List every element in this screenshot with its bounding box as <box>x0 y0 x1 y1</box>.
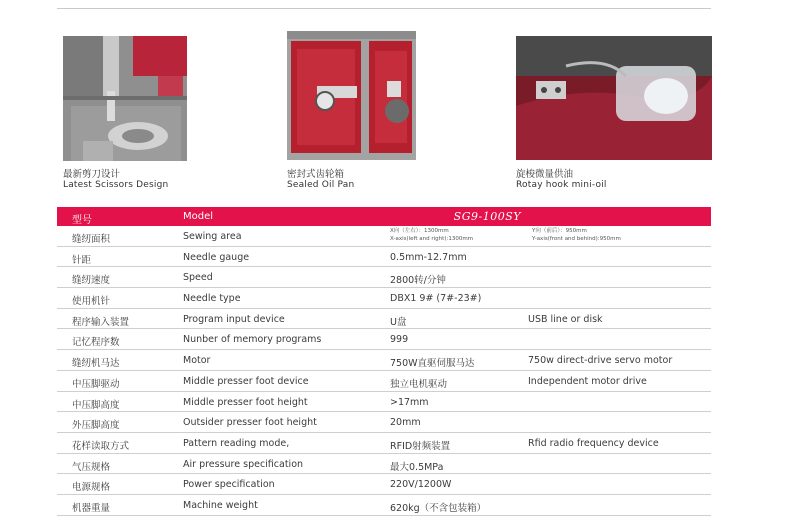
spec-row <box>57 247 711 268</box>
spec-label-cn: 花样读取方式 <box>72 440 130 452</box>
spec-value: 2800转/分钟 <box>390 275 446 287</box>
spec-value-en: Rfid radio frequency device <box>528 437 659 449</box>
spec-label-en: Middle presser foot device <box>183 375 309 387</box>
spec-label-cn: 程序输入装置 <box>72 316 130 328</box>
spec-value: 620kg（不含包装箱） <box>390 502 487 514</box>
spec-label-cn: 机器重量 <box>72 502 111 514</box>
spec-value: >17mm <box>390 396 429 408</box>
spec-value: DBX1 9# (7#-23#) <box>390 293 482 305</box>
feature-caption-scissors <box>63 169 168 191</box>
spec-value-en: 750w direct-drive servo motor <box>528 355 673 367</box>
spec-row <box>57 267 711 288</box>
spec-row <box>57 433 711 454</box>
spec-row <box>57 350 711 371</box>
header-cn: 型号 <box>72 215 92 226</box>
spec-label-en: Pattern reading mode, <box>183 437 290 449</box>
x-axis-en: X-axis(left and right):1300mm <box>390 236 474 242</box>
feature-caption-oil-pan <box>287 169 354 191</box>
spec-value-en: Independent motor drive <box>528 375 647 387</box>
spec-value: 独立电机驱动 <box>390 378 448 390</box>
spec-value: U盘 <box>390 316 407 328</box>
spec-value-en: USB line or disk <box>528 313 603 325</box>
spec-label-cn: 使用机针 <box>72 296 111 308</box>
spec-header <box>57 207 711 226</box>
spec-row <box>57 329 711 350</box>
spec-row <box>57 454 711 475</box>
spec-label-cn: 外压脚高度 <box>72 420 120 432</box>
spec-label-en: Motor <box>183 355 211 367</box>
spec-label-en: Power specification <box>183 479 275 491</box>
oil-reservoir-photo <box>516 36 712 160</box>
spec-label-en: Needle type <box>183 293 241 305</box>
spec-label-cn: 针距 <box>72 254 92 266</box>
spec-label-en: Sewing area <box>183 231 242 242</box>
spec-row <box>57 412 711 433</box>
x-axis-cn: X向（左右）：1300mm <box>390 228 449 234</box>
spec-row <box>57 371 711 392</box>
spec-label-en: Program input device <box>183 313 285 325</box>
spec-row <box>57 392 711 413</box>
y-axis-cn: Y向（前后）：950mm <box>532 228 587 234</box>
spec-row <box>57 495 711 516</box>
spec-value: 220V/1200W <box>390 479 452 491</box>
top-divider <box>57 8 711 9</box>
header-en: Model <box>183 211 214 222</box>
spec-label-cn: 记忆程序数 <box>72 337 120 349</box>
gearbox-photo <box>287 31 416 160</box>
feature-cn: 密封式齿轮箱 <box>287 169 345 180</box>
spec-label-en: Air pressure specification <box>183 458 304 470</box>
scissors-photo <box>63 36 187 161</box>
spec-value: 最大0.5MPa <box>390 461 444 473</box>
spec-label-cn: 中压脚高度 <box>72 399 120 411</box>
spec-rows <box>57 247 711 516</box>
feature-en: Rotay hook mini-oil <box>516 180 607 190</box>
feature-cn: 最新剪刀设计 <box>63 169 121 180</box>
spec-row <box>57 309 711 330</box>
spec-row-sewing-area <box>57 226 711 247</box>
spec-value: 0.5mm-12.7mm <box>390 251 467 263</box>
spec-label-cn: 电源规格 <box>72 482 111 494</box>
spec-label-cn: 缝纫速度 <box>72 275 111 287</box>
feature-caption-hook-oil <box>516 169 607 191</box>
spec-value: 20mm <box>390 417 421 429</box>
spec-label-cn: 缝纫面积 <box>72 234 111 245</box>
y-axis-en: Y-axis(front and behind):950mm <box>532 236 621 242</box>
spec-label-en: Speed <box>183 272 213 284</box>
spec-label-en: Outsider presser foot height <box>183 417 317 429</box>
spec-table <box>57 207 711 516</box>
spec-label-cn: 中压脚驱动 <box>72 378 120 390</box>
model-code: SG9-100SY <box>453 210 521 223</box>
feature-en: Sealed Oil Pan <box>287 180 355 190</box>
spec-label-cn: 气压规格 <box>72 461 111 473</box>
spec-row <box>57 474 711 495</box>
spec-label-en: Nunber of memory programs <box>183 334 322 346</box>
feature-cn: 旋梭微量供油 <box>516 169 574 180</box>
spec-value: 999 <box>390 334 409 346</box>
spec-value: RFID射频装置 <box>390 440 451 452</box>
feature-en: Latest Scissors Design <box>63 180 169 190</box>
spec-label-en: Machine weight <box>183 499 258 511</box>
spec-value: 750W直驱伺服马达 <box>390 358 475 370</box>
spec-label-cn: 缝纫机马达 <box>72 358 120 370</box>
spec-label-en: Needle gauge <box>183 251 250 263</box>
spec-label-en: Middle presser foot height <box>183 396 308 408</box>
spec-row <box>57 288 711 309</box>
